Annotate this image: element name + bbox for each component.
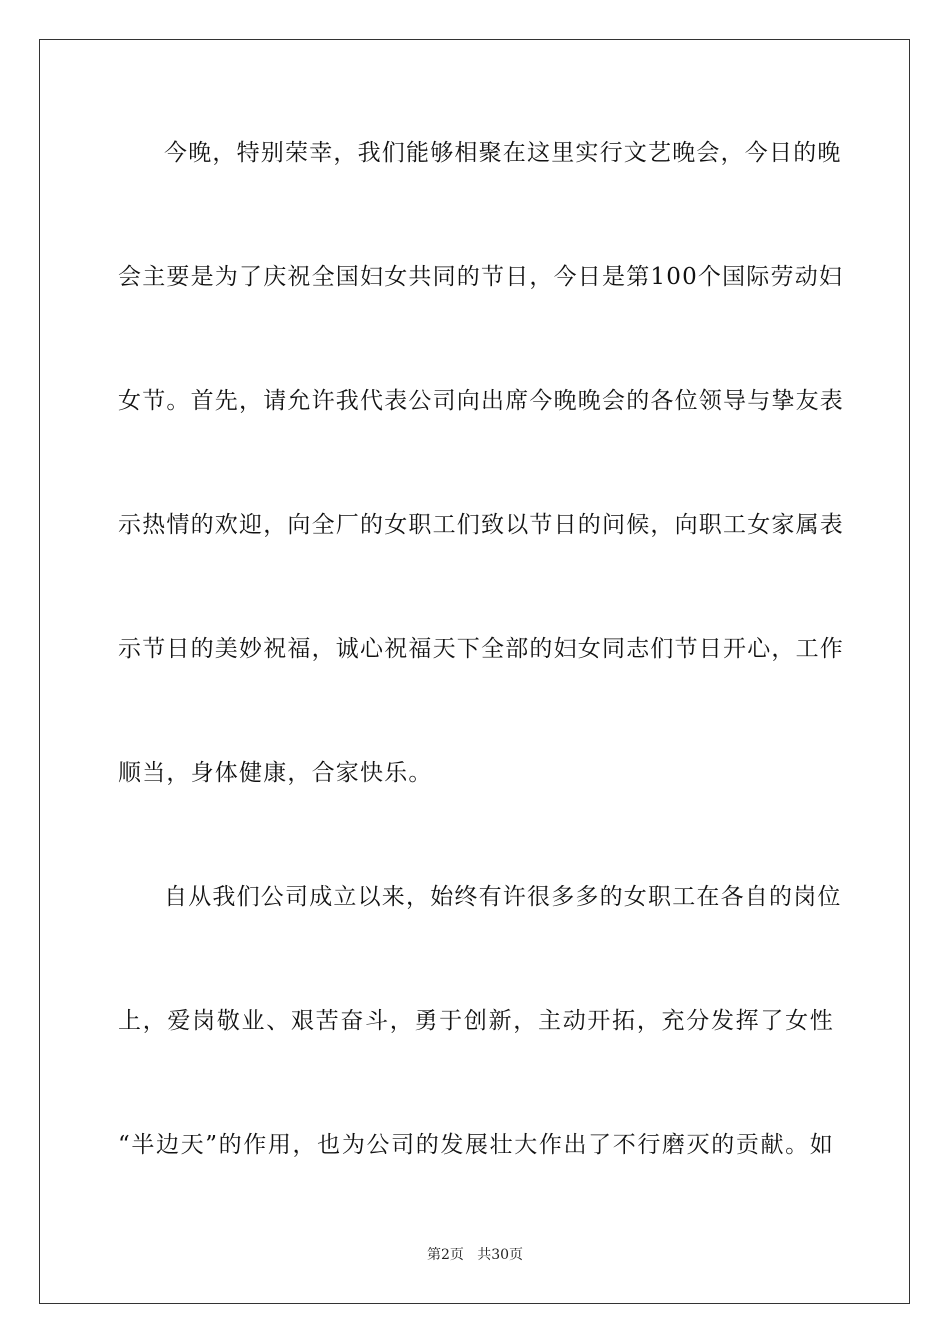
paragraph-line: 上，爱岗敬业、艰苦奋斗，勇于创新，主动开拓，充分发挥了女性: [118, 1008, 834, 1034]
paragraph-line: 女节。首先，请允许我代表公司向出席今晚晚会的各位领导与挚友表: [118, 388, 844, 414]
paragraph-line: 会主要是为了庆祝全国妇女共同的节日，今日是第100个国际劳动妇: [118, 264, 844, 290]
paragraph-line: 自从我们公司成立以来，始终有许很多多的女职工在各自的岗位: [164, 884, 842, 910]
page-border: [39, 39, 910, 1304]
paragraph-line: 示热情的欢迎，向全厂的女职工们致以节日的问候，向职工女家属表: [118, 512, 844, 538]
paragraph-line: 示节日的美妙祝福，诚心祝福天下全部的妇女同志们节日开心，工作: [118, 636, 844, 662]
paragraph-line: 顺当，身体健康，合家快乐。: [118, 760, 433, 786]
paragraph-line: “半边天”的作用，也为公司的发展壮大作出了不行磨灭的贡献。如: [118, 1132, 834, 1158]
page-number-footer: 第2页 共30页: [426, 1247, 524, 1263]
paragraph-line: 今晚，特别荣幸，我们能够相聚在这里实行文艺晚会，今日的晚: [164, 140, 842, 166]
